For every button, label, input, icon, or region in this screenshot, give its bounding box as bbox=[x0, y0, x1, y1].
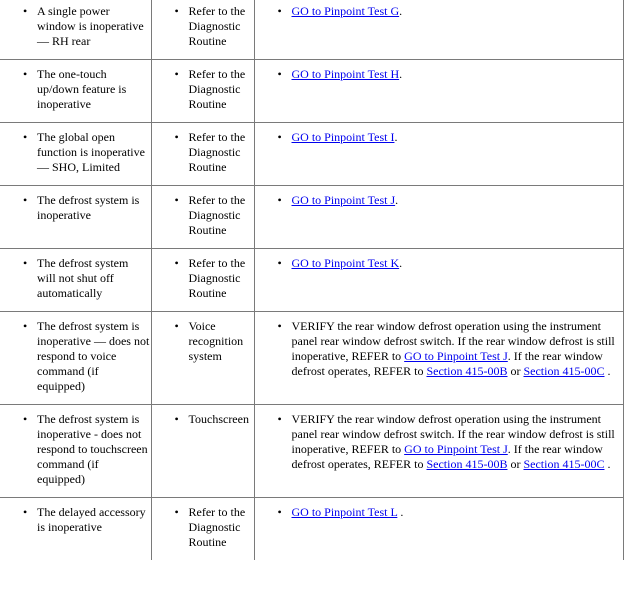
pinpoint-test-link[interactable]: GO to Pinpoint Test H bbox=[291, 67, 400, 81]
symptom-text: • The global open function is inoperative — SHO, Limited bbox=[37, 130, 150, 175]
action-cell bbox=[254, 249, 623, 312]
source-text: • Refer to the Diagnostic Routine bbox=[189, 256, 253, 301]
source-text: • Refer to the Diagnostic Routine bbox=[189, 67, 253, 112]
action-cell bbox=[254, 405, 623, 498]
section-415-00c-link[interactable]: Section 415-00C bbox=[523, 364, 605, 378]
action-cell bbox=[254, 498, 623, 561]
symptom-cell bbox=[0, 186, 151, 249]
source-cell bbox=[151, 312, 254, 405]
symptom-text: • The delayed accessory is inoperative bbox=[37, 505, 150, 535]
source-text: • Voice recognition system bbox=[189, 319, 253, 364]
symptom-text: • The defrost system is inoperative — does not respond to voice command (if equipped) bbox=[37, 319, 150, 394]
action-text-end: . bbox=[394, 130, 398, 144]
action-cell bbox=[254, 0, 623, 60]
symptom-cell bbox=[0, 0, 151, 60]
action-text bbox=[292, 193, 622, 208]
action-text bbox=[292, 67, 622, 82]
source-text: • Touchscreen bbox=[189, 412, 253, 427]
action-text-or: or bbox=[507, 364, 524, 378]
symptom-text: • A single power window is inoperative — RH rear bbox=[37, 4, 150, 49]
source-cell bbox=[151, 60, 254, 123]
symptom-text: • The one-touch up/down feature is inoperative bbox=[37, 67, 150, 112]
symptom-text: • The defrost system will not shut off automatically bbox=[37, 256, 150, 301]
action-text bbox=[292, 4, 622, 19]
table-row bbox=[0, 405, 623, 498]
symptom-cell bbox=[0, 60, 151, 123]
source-cell bbox=[151, 186, 254, 249]
table-row bbox=[0, 123, 623, 186]
action-text bbox=[292, 412, 622, 472]
section-415-00b-link[interactable]: Section 415-00B bbox=[426, 364, 508, 378]
action-text-end: . bbox=[395, 193, 399, 207]
table-row bbox=[0, 249, 623, 312]
source-text: • Refer to the Diagnostic Routine bbox=[189, 130, 253, 175]
action-text-end: . bbox=[397, 505, 404, 519]
source-text: • Refer to the Diagnostic Routine bbox=[189, 4, 253, 49]
action-text-end: . bbox=[604, 364, 611, 378]
source-cell bbox=[151, 123, 254, 186]
table-row bbox=[0, 498, 623, 561]
action-text-pre: VERIFY the rear window defrost operation using the instrument panel rear window defrost switch. If the rear window defrost is still inoperative, REFER to bbox=[291, 412, 615, 456]
source-cell bbox=[151, 405, 254, 498]
source-cell bbox=[151, 249, 254, 312]
pinpoint-test-link[interactable]: GO to Pinpoint Test J bbox=[291, 193, 396, 207]
action-cell bbox=[254, 60, 623, 123]
source-cell bbox=[151, 498, 254, 561]
action-text-end: . bbox=[399, 4, 403, 18]
action-text-mid: . If the rear window defrost operates, REFER to bbox=[291, 349, 603, 378]
symptom-text: • The defrost system is inoperative - does not respond to touchscreen command (if equipped) bbox=[37, 412, 150, 487]
pinpoint-test-link[interactable]: GO to Pinpoint Test J bbox=[404, 442, 508, 456]
symptom-cell bbox=[0, 123, 151, 186]
source-cell bbox=[151, 0, 254, 60]
symptom-cell bbox=[0, 249, 151, 312]
action-cell bbox=[254, 123, 623, 186]
action-text-end: . bbox=[399, 67, 403, 81]
action-text-end: . bbox=[399, 256, 403, 270]
symptom-cell bbox=[0, 498, 151, 561]
table-row bbox=[0, 312, 623, 405]
pinpoint-test-link[interactable]: GO to Pinpoint Test I bbox=[291, 130, 395, 144]
action-cell bbox=[254, 186, 623, 249]
symptom-cell bbox=[0, 405, 151, 498]
pinpoint-test-link[interactable]: GO to Pinpoint Test L bbox=[291, 505, 398, 519]
pinpoint-test-link[interactable]: GO to Pinpoint Test G bbox=[291, 4, 400, 18]
source-text: • Refer to the Diagnostic Routine bbox=[189, 505, 253, 550]
action-text-mid: . If the rear window defrost operates, REFER to bbox=[291, 442, 603, 471]
action-text-pre: VERIFY the rear window defrost operation using the instrument panel rear window defrost switch. If the rear window defrost is still inoperative, REFER to bbox=[291, 319, 615, 363]
pinpoint-test-link[interactable]: GO to Pinpoint Test J bbox=[404, 349, 508, 363]
action-text-or: or bbox=[507, 457, 524, 471]
action-text bbox=[292, 505, 622, 520]
action-text bbox=[292, 319, 622, 379]
action-text bbox=[292, 256, 622, 271]
pinpoint-test-link[interactable]: GO to Pinpoint Test K bbox=[291, 256, 400, 270]
table-row bbox=[0, 60, 623, 123]
source-text: • Refer to the Diagnostic Routine bbox=[189, 193, 253, 238]
symptom-cell bbox=[0, 312, 151, 405]
table-row bbox=[0, 186, 623, 249]
action-text-end: . bbox=[604, 457, 611, 471]
table-row bbox=[0, 0, 623, 60]
symptom-text: • The defrost system is inoperative bbox=[37, 193, 150, 223]
section-415-00b-link[interactable]: Section 415-00B bbox=[426, 457, 508, 471]
action-text bbox=[292, 130, 622, 145]
section-415-00c-link[interactable]: Section 415-00C bbox=[523, 457, 605, 471]
action-cell bbox=[254, 312, 623, 405]
